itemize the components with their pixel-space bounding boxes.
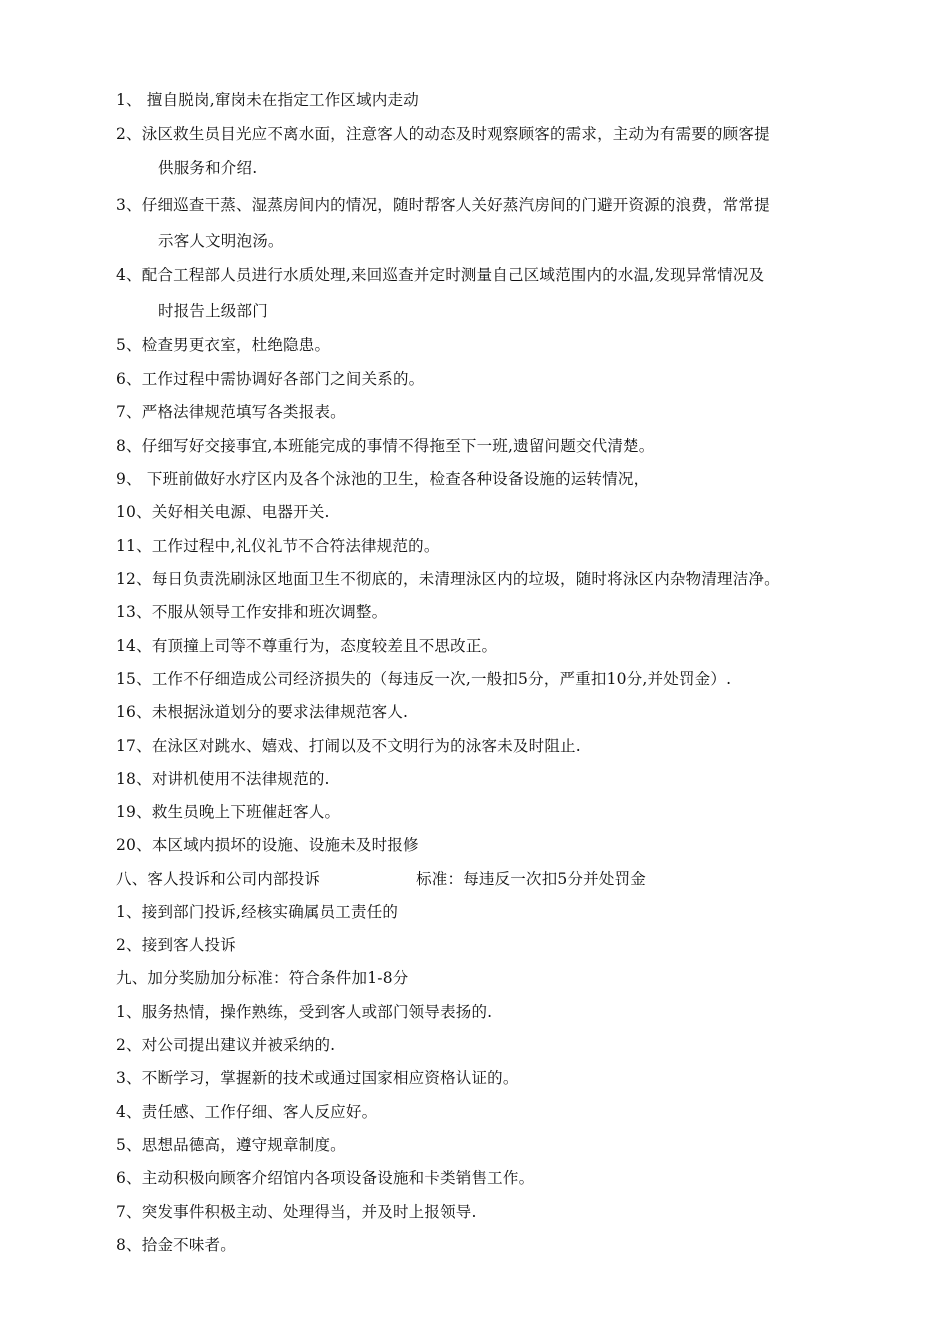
- rule-item-7: 7、严格法律规范填写各类报表。: [116, 403, 346, 421]
- rule-item-12: 12、每日负责洗刷泳区地面卫生不彻底的，未清理泳区内的垃圾，随时将泳区内杂物清理洁净。: [116, 570, 780, 588]
- section-9-item-8: 8、拾金不味者。: [116, 1236, 236, 1254]
- section-9-item-2: 2、对公司提出建议并被采纳的.: [116, 1036, 336, 1054]
- rule-item-4-continued: 时报告上级部门: [158, 302, 268, 320]
- rule-item-16: 16、未根据泳道划分的要求法律规范客人.: [116, 703, 409, 721]
- section-8-item-1: 1、接到部门投诉,经核实确属员工责任的: [116, 903, 399, 921]
- rule-item-17: 17、在泳区对跳水、嬉戏、打闹以及不文明行为的泳客未及时阻止.: [116, 737, 581, 755]
- section-8-title: 八、客人投诉和公司内部投诉: [116, 870, 321, 888]
- rule-item-18: 18、对讲机使用不法律规范的.: [116, 770, 330, 788]
- rule-item-3-continued: 示客人文明泡汤。: [158, 232, 284, 250]
- section-9-item-4: 4、责任感、工作仔细、客人反应好。: [116, 1103, 378, 1121]
- rule-item-8: 8、仔细写好交接事宜,本班能完成的事情不得拖至下一班,遗留问题交代清楚。: [116, 437, 655, 455]
- section-9-item-5: 5、思想品德高，遵守规章制度。: [116, 1136, 346, 1154]
- rule-item-5: 5、检查男更衣室，杜绝隐患。: [116, 336, 331, 354]
- section-8-heading: [116, 869, 646, 889]
- rule-item-9: 9、 下班前做好水疗区内及各个泳池的卫生，检查各种设备设施的运转情况，: [116, 470, 650, 488]
- section-9-item-6: 6、主动积极向顾客介绍馆内各项设备设施和卡类销售工作。: [116, 1169, 535, 1187]
- rule-item-6: 6、工作过程中需协调好各部门之间关系的。: [116, 370, 425, 388]
- rule-item-2: 2、泳区救生员目光应不离水面，注意客人的动态及时观察顾客的需求，主动为有需要的顾客提: [116, 125, 770, 143]
- rule-item-4: 4、配合工程部人员进行水质处理,来回巡查并定时测量自己区域范围内的水温,发现异常情况及: [116, 266, 765, 284]
- section-9-item-7: 7、突发事件积极主动、处理得当，并及时上报领导.: [116, 1203, 477, 1221]
- rule-item-14: 14、有顶撞上司等不尊重行为，态度较差且不思改正。: [116, 637, 498, 655]
- rule-item-19: 19、救生员晚上下班催赶客人。: [116, 803, 341, 821]
- section-9-heading: 九、加分奖励加分标准：符合条件加1-8分: [116, 969, 409, 987]
- section-9-item-1: 1、服务热情，操作熟练，受到客人或部门领导表扬的.: [116, 1003, 493, 1021]
- rule-item-20: 20、本区域内损坏的设施、设施未及时报修: [116, 836, 419, 854]
- rule-item-13: 13、不服从领导工作安排和班次调整。: [116, 603, 388, 621]
- rule-item-11: 11、工作过程中,礼仪礼节不合符法律规范的。: [116, 537, 440, 555]
- section-9-item-3: 3、不断学习，掌握新的技术或通过国家相应资格认证的。: [116, 1069, 519, 1087]
- section-8-standard: 标准：每违反一次扣5分并处罚金: [416, 870, 646, 888]
- rule-item-10: 10、关好相关电源、电器开关.: [116, 503, 330, 521]
- section-8-item-2: 2、接到客人投诉: [116, 936, 236, 954]
- rule-item-1: 1、 擅自脱岗,窜岗未在指定工作区域内走动: [116, 91, 419, 109]
- rule-item-3: 3、仔细巡查干蒸、湿蒸房间内的情况，随时帮客人关好蒸汽房间的门避开资源的浪费，常常提: [116, 196, 770, 214]
- rule-item-2-continued: 供服务和介绍.: [158, 159, 258, 177]
- rule-item-15: 15、工作不仔细造成公司经济损失的（每违反一次,一般扣5分，严重扣10分,并处罚金）.: [116, 670, 732, 688]
